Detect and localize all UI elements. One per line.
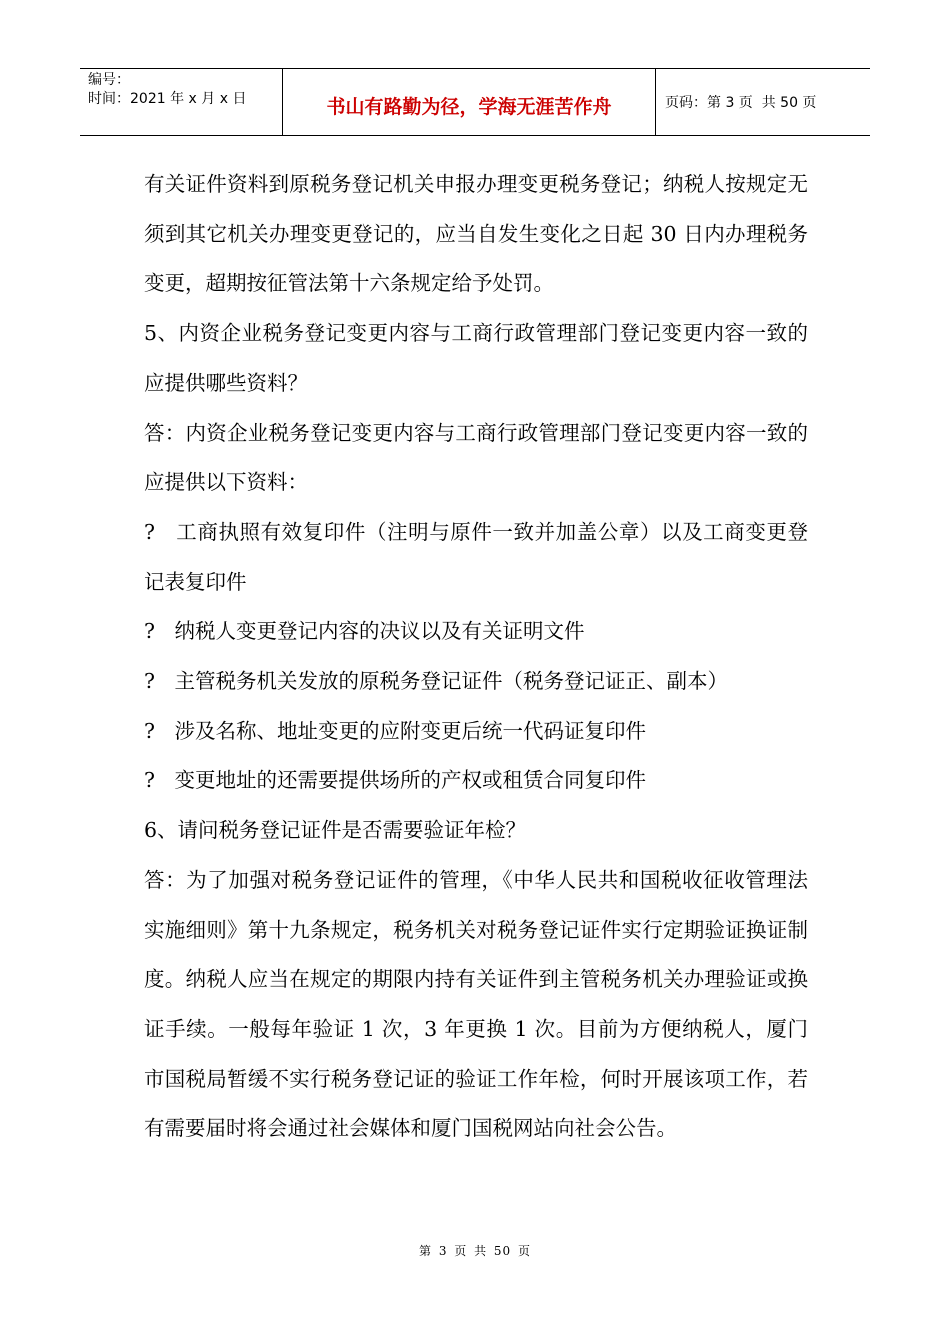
list-item: ? 主管税务机关发放的原税务登记证件（税务登记证正、副本） bbox=[144, 669, 729, 694]
page-footer: 第 3 页 共 50 页 bbox=[419, 1244, 531, 1258]
document-body bbox=[144, 160, 808, 1154]
list-item: ? 工商执照有效复印件（注明与原件一致并加盖公章）以及工商变更登记表复印件 bbox=[144, 519, 808, 594]
document-number-label: 编号： bbox=[88, 72, 130, 88]
header-meta bbox=[88, 71, 282, 109]
question-heading: 6、请问税务登记证件是否需要验证年检？ bbox=[144, 818, 527, 843]
list-item: ? 涉及名称、地址变更的应附变更后统一代码证复印件 bbox=[144, 718, 647, 743]
page-header bbox=[80, 68, 870, 136]
answer-paragraph: 答：为了加强对税务登记证件的管理，《中华人民共和国税收征收管理法实施细则》第十九条规定，税务机关对税务登记证件实行定期验证换证制度。纳税人应当在规定的期限内持有关证件到主管税务机关办理验证或换证手续。一般每年验证 1 次，3 年更换 1 次。目前为方便纳税人，厦门市国税局暂缓不实行税务登记证的验证工作年检，何时开展该项工作，若有需要届时将会通过社会媒体和厦门国税网站向社会公告。 bbox=[144, 867, 808, 1141]
document-time-label: 时间：2021 年 x 月 x 日 bbox=[88, 91, 247, 107]
question-heading: 5、内资企业税务登记变更内容与工商行政管理部门登记变更内容一致的应提供哪些资料？ bbox=[144, 321, 808, 395]
header-divider bbox=[655, 69, 656, 135]
list-item: ? 纳税人变更登记内容的决议以及有关证明文件 bbox=[144, 619, 585, 644]
answer-paragraph: 答：内资企业税务登记变更内容与工商行政管理部门登记变更内容一致的应提供以下资料： bbox=[144, 420, 808, 495]
header-page-info: 页码：第 3 页 共 50 页 bbox=[665, 95, 817, 111]
header-motto: 书山有路勤为径，学海无涯苦作舟 bbox=[326, 95, 612, 118]
list-item: ? 变更地址的还需要提供场所的产权或租赁合同复印件 bbox=[144, 768, 647, 793]
paragraph: 有关证件资料到原税务登记机关申报办理变更税务登记；纳税人按规定无须到其它机关办理变更登记的，应当自发生变化之日起 30 日内办理税务变更，超期按征管法第十六条规定给予处罚。 bbox=[144, 172, 808, 296]
